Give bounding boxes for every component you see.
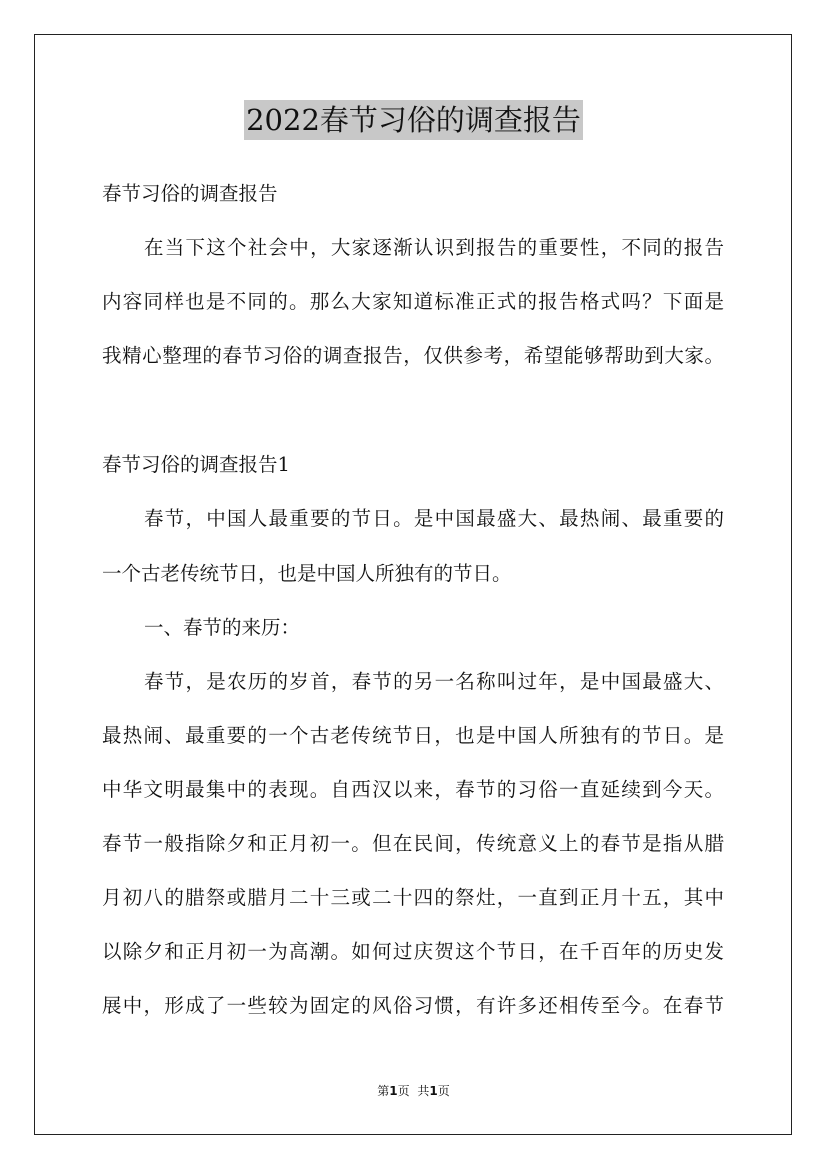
section-heading: 春节习俗的调查报告1 bbox=[102, 453, 290, 476]
paragraph-2-line-4: 春节一般指除夕和正月初一。但在民间，传统意义上的春节是指从腊 bbox=[102, 832, 724, 855]
title-container bbox=[0, 100, 827, 140]
intro-line-1: 在当下这个社会中，大家逐渐认识到报告的重要性，不同的报告 bbox=[144, 236, 724, 259]
document-subtitle: 春节习俗的调查报告 bbox=[102, 182, 278, 205]
paragraph-2-line-5: 月初八的腊祭或腊月二十三或二十四的祭灶，一直到正月十五，其中 bbox=[102, 886, 724, 909]
paragraph-2-line-3: 中华文明最集中的表现。自西汉以来，春节的习俗一直延续到今天。 bbox=[102, 778, 724, 801]
paragraph-2-line-1: 春节，是农历的岁首，春节的另一名称叫过年，是中国最盛大、 bbox=[144, 670, 724, 693]
paragraph-2-line-6: 以除夕和正月初一为高潮。如何过庆贺这个节日，在千百年的历史发 bbox=[102, 940, 724, 963]
paragraph-2-line-2: 最热闹、最重要的一个古老传统节日，也是中国人所独有的节日。是 bbox=[102, 724, 724, 747]
footer-page-total: 1 bbox=[429, 1084, 438, 1098]
footer-total-prefix: 共 bbox=[417, 1084, 430, 1098]
subheading-origin: 一、春节的来历： bbox=[144, 616, 301, 639]
intro-line-3: 我精心整理的春节习俗的调查报告，仅供参考，希望能够帮助到大家。 bbox=[102, 344, 724, 367]
footer-page-number: 1 bbox=[389, 1084, 398, 1098]
footer-page-prefix: 第 bbox=[377, 1084, 390, 1098]
intro-line-2: 内容同样也是不同的。那么大家知道标准正式的报告格式吗？下面是 bbox=[102, 290, 724, 313]
paragraph-2-line-7: 展中，形成了一些较为固定的风俗习惯，有许多还相传至今。在春节 bbox=[102, 994, 724, 1017]
paragraph-1-line-2: 一个古老传统节日，也是中国人所独有的节日。 bbox=[102, 562, 512, 585]
document-title: 2022春节习俗的调查报告 bbox=[244, 100, 583, 140]
page-footer bbox=[0, 1083, 827, 1099]
paragraph-1-line-1: 春节，中国人最重要的节日。是中国最盛大、最热闹、最重要的 bbox=[144, 507, 724, 530]
footer-page-suffix: 页 bbox=[397, 1084, 410, 1098]
footer-total-suffix: 页 bbox=[437, 1084, 450, 1098]
